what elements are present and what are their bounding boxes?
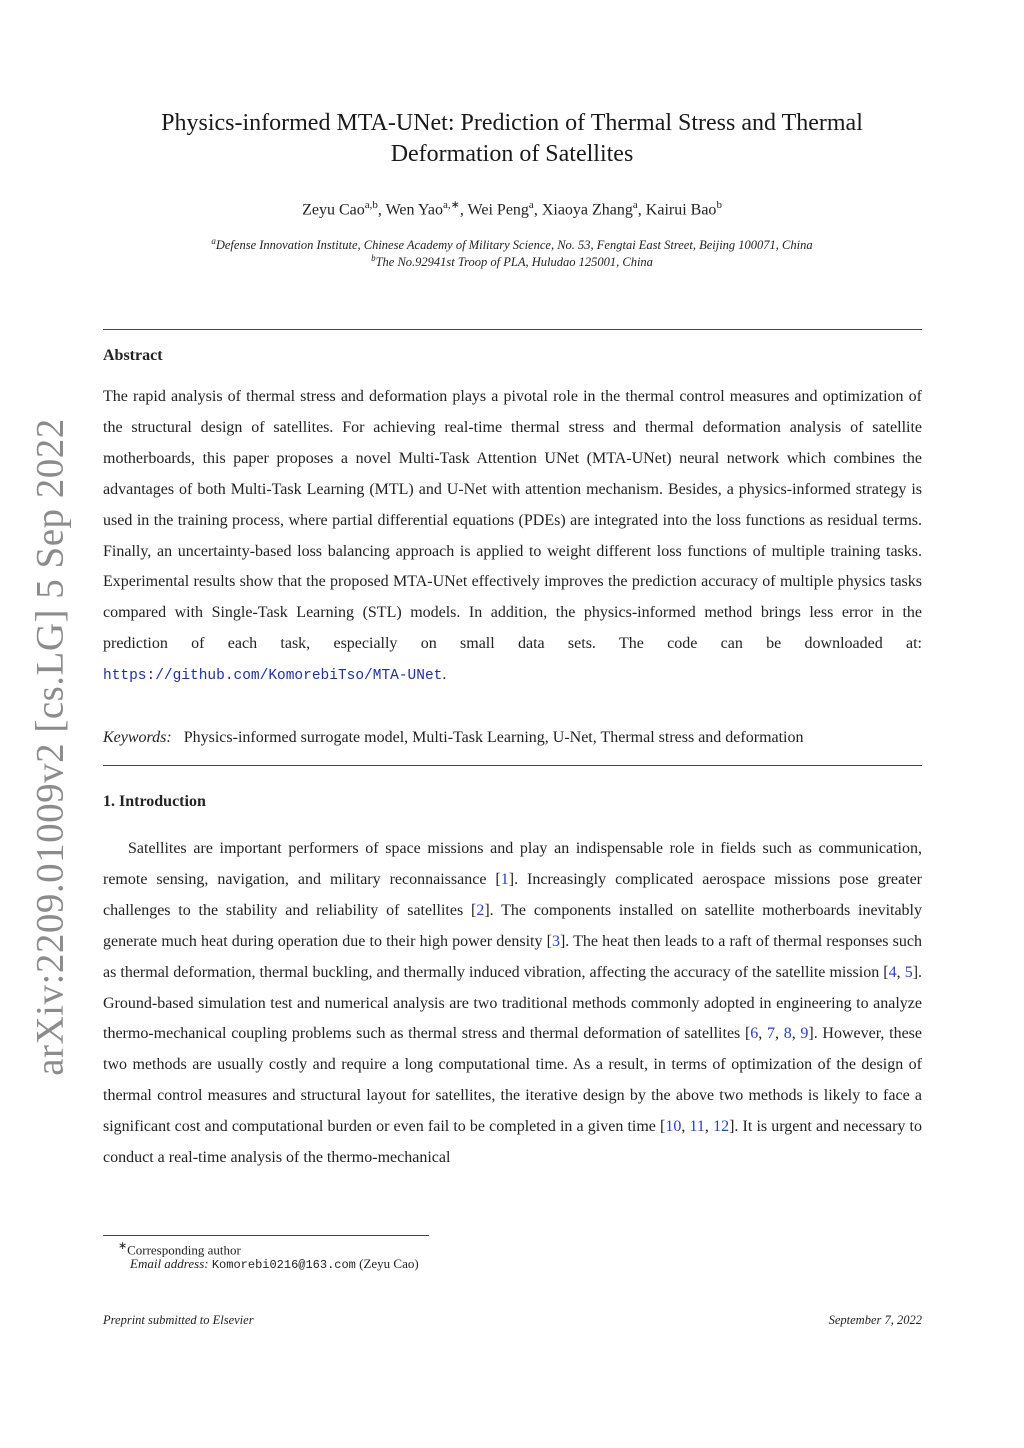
intro-text: Satellites are important performers of space missions and play an indispensable role in fields such as communication, remote sensing, navigation, and military reconnaissance [	[103, 840, 922, 888]
affiliation-mark: a	[211, 236, 216, 246]
author-name: Kairui Bao	[645, 201, 717, 219]
code-repo-link[interactable]: https://github.com/KomorebiTso/MTA-UNet	[103, 668, 443, 685]
author-name: Wei Peng	[467, 201, 529, 219]
introduction-paragraph	[103, 834, 922, 1174]
citation-link[interactable]: 10	[665, 1118, 682, 1136]
abstract-heading: Abstract	[103, 347, 163, 364]
author-name: Wen Yao	[385, 201, 443, 219]
abstract-text: The rapid analysis of thermal stress and deformation plays a pivotal role in the thermal control measures and optimization of the structural design of satellites. For achieving real-time thermal stress and thermal deformation analysis of satellite motherboards, this paper proposes a novel Multi-Task Attention UNet (MTA-UNet) neural network which combines the advantages of both Multi-Task Learning (MTL) and U-Net with attention mechanism. Besides, a physics-informed strategy is used in the training process, where partial differential equations (PDEs) are integrated into the loss functions as residual terms. Finally, an uncertainty-based loss balancing approach is applied to weight different loss functions of multiple training tasks. Experimental results show that the proposed MTA-UNet effectively improves the prediction accuracy of multiple physics tasks compared with Single-Task Learning (STL) models. In addition, the physics-informed method brings less error in the prediction of each task, especially on small data sets. The code can be downloaded at:	[103, 388, 922, 653]
affiliation-b	[100, 253, 924, 270]
author-affil-mark: a,∗	[442, 199, 460, 211]
section-heading-introduction: 1. Introduction	[103, 793, 206, 810]
citation-link[interactable]: 4	[888, 963, 897, 981]
intro-text: ,	[758, 1025, 767, 1043]
author-list: Zeyu Cao$^{a,b}$, Wen Yao$^{a,∗}$, Wei Peng$^a$, Xiaoya Zhang$^a$, Kairui Bao$^b$	[302, 199, 722, 219]
author-name: Xiaoya Zhang	[541, 201, 633, 219]
affiliation-mark: b	[371, 253, 376, 263]
email-owner: (Zeyu Cao)	[359, 1256, 419, 1271]
title-line-2: Deformation of Satellites	[390, 141, 634, 167]
keywords-label: Keywords:	[103, 729, 172, 746]
affiliation-text: The No.92941st Troop of PLA, Huludao 125001, China	[375, 255, 653, 270]
affiliation-text: Defense Innovation Institute, Chinese Academy of Military Science, No. 53, Fengtai East Street, Beijing 100071, China	[215, 238, 813, 253]
citation-link[interactable]: 11	[689, 1118, 705, 1136]
footnote-mark: ∗	[118, 1240, 128, 1252]
intro-text: ]. The heat then leads to a raft of thermal responses such as thermal deformation, thermal buckling, and thermally induced vibration, affecting the accuracy of the satellite mission [	[103, 932, 922, 981]
keywords-line	[103, 729, 922, 747]
title-line-1: Physics-informed MTA-UNet: Prediction of Thermal Stress and Thermal	[161, 110, 863, 136]
citation-link[interactable]: 12	[713, 1118, 730, 1136]
footer-left: Preprint submitted to Elsevier	[103, 1313, 254, 1327]
email-address[interactable]: Komorebi0216@163.com	[211, 1258, 356, 1272]
abstract-body	[103, 382, 922, 692]
intro-text: ]. It is urgent and necessary to conduct a real-time analysis of the thermo-mechanical	[103, 1118, 922, 1167]
intro-text: ,	[896, 963, 905, 981]
intro-text: ]. However, these two methods are usually costly and require a long computational time. As a result, in terms of optimization of the design of thermal control measures and structural layout for satellites, the iterative design by the above two methods is likely to face a significant cost and computational burden or even fail to be completed in a given time [	[103, 1025, 923, 1136]
email-label: Email address:	[130, 1256, 209, 1271]
footnote-rule	[103, 1235, 429, 1236]
citation-link[interactable]: 3	[551, 932, 560, 950]
author-affil-mark: a,b	[364, 199, 378, 211]
intro-text: ,	[681, 1118, 690, 1136]
intro-text: ,	[775, 1025, 784, 1043]
citation-link[interactable]: 7	[767, 1025, 775, 1043]
citation-link[interactable]: 8	[783, 1025, 792, 1043]
citation-link[interactable]: 2	[476, 901, 485, 919]
keywords-text: Physics-informed surrogate model, Multi-Task Learning, U-Net, Thermal stress and deformation	[183, 729, 804, 746]
citation-link[interactable]: 9	[800, 1025, 809, 1043]
citation-link[interactable]: 5	[904, 963, 913, 981]
footnote-email	[130, 1256, 419, 1272]
paper-title	[110, 108, 914, 170]
citation-link[interactable]: 1	[500, 870, 509, 888]
arxiv-id-text: arXiv:2209.01009v2 [cs.LG] 5 Sep 2022	[28, 418, 72, 1076]
author-name: Zeyu Cao	[302, 201, 365, 219]
citation-link[interactable]: 6	[750, 1025, 759, 1043]
affiliation-a	[100, 236, 924, 253]
abstract-top-rule	[103, 329, 922, 330]
intro-text: ]. Increasingly complicated aerospace missions pose greater challenges to the stability and reliability of satellites [	[103, 870, 922, 919]
author-affil-mark: a	[632, 199, 638, 211]
intro-text: ]. The components installed on satellite motherboards inevitably generate much heat during operation due to their high power density [	[103, 901, 923, 950]
abstract-bottom-rule	[103, 765, 922, 766]
intro-text: ,	[791, 1025, 801, 1043]
footer-right: September 7, 2022	[828, 1313, 922, 1327]
abstract-link-period: .	[442, 666, 447, 684]
footnote-text: Corresponding author	[127, 1242, 241, 1258]
author-affil-mark: a	[528, 199, 534, 211]
author-affil-mark: b	[716, 199, 722, 211]
intro-text: ,	[704, 1118, 714, 1136]
intro-text: ]. Ground-based simulation test and numerical analysis are two traditional methods commonly adopted in engineering to analyze thermo-mechanical coupling problems such as thermal stress and thermal deformation of satellites [	[103, 963, 923, 1043]
